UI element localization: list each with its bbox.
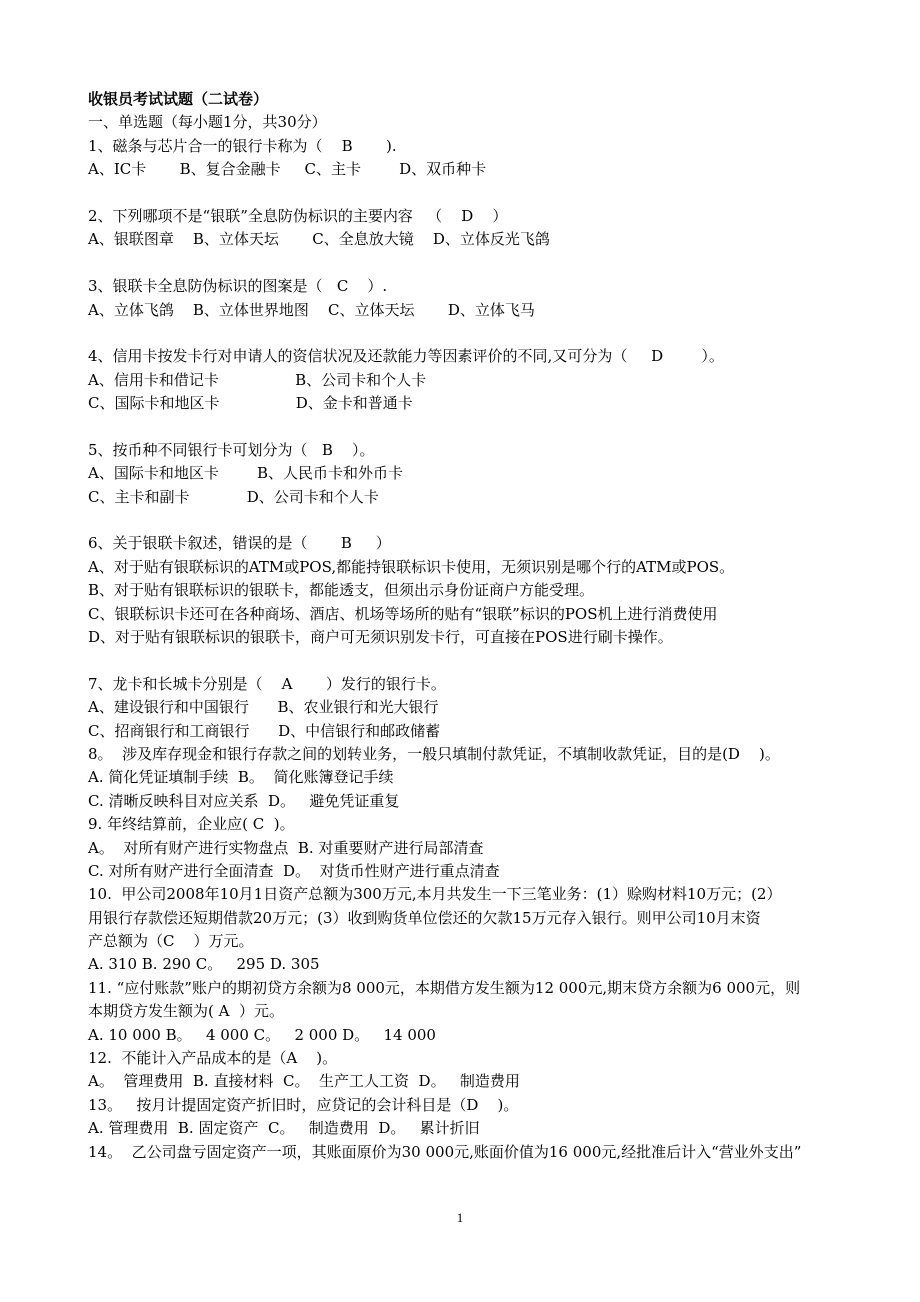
blank-line (88, 182, 848, 205)
blank-line (88, 649, 848, 672)
text-line: 产总额为（C ）万元。 (88, 932, 254, 951)
text-line: 7、龙卡和长城卡分别是（ A ）发行的银行卡。 (88, 674, 446, 693)
text-line: 4、信用卡按发卡行对申请人的资信状况及还款能力等因素评价的不同,又可分为（ D ）。 (88, 347, 724, 366)
text-line: B、对于贴有银联标识的银联卡，都能透支，但须出示身份证商户方能受理。 (88, 581, 595, 600)
text-line: D、对于贴有银联标识的银联卡，商户可无须识别发卡行，可直接在POS进行刷卡操作。 (88, 627, 673, 646)
text-line: A. 310 B. 290 C。 295 D. 305 (88, 955, 320, 974)
text-line: 10. 甲公司2008年10月1日资产总额为300万元,本月共发生一下三笔业务：(1）赊购材料10万元；(2） (88, 885, 782, 904)
page-number: 1 (456, 1210, 464, 1225)
text-line: C. 清晰反映科目对应关系 D。 避免凭证重复 (88, 791, 400, 810)
text-line: A. 10 000 B。 4 000 C。 2 000 D。 14 000 (88, 1025, 436, 1044)
text-line: 11. “应付账款”账户的期初贷方余额为8 000元，本期借方发生额为12 000元,期末贷方余额为6 000元，则 (88, 978, 801, 997)
text-line: A、银联图章 B、立体天坛 C、全息放大镜 D、立体反光飞鸽 (88, 230, 550, 249)
text-line: A. 管理费用 B. 固定资产 C。 制造费用 D。 累计折旧 (88, 1119, 480, 1138)
blank-line (88, 322, 848, 345)
text-line: A、建设银行和中国银行 B、农业银行和光大银行 (88, 698, 439, 717)
text-line: 14。 乙公司盘亏固定资产一项，其账面原价为30 000元,账面价值为16 000元,经批准后计入“营业外支出” (88, 1142, 802, 1161)
text-line: 6、关于银联卡叙述，错误的是（ B ） (88, 534, 391, 553)
text-line: 1、磁条与芯片合一的银行卡称为（ B ). (88, 136, 397, 155)
text-line: 5、按币种不同银行卡可划分为（ B ）。 (88, 440, 375, 459)
section-heading: 一、单选题（每小题1分，共30分） (88, 113, 327, 132)
text-line: 12. 不能计入产品成本的是（A )。 (88, 1049, 338, 1068)
blank-line (88, 252, 848, 275)
blank-line (88, 509, 848, 532)
text-line: 3、银联卡全息防伪标识的图案是（ C ）. (88, 277, 388, 296)
text-line: 9. 年终结算前，企业应( C )。 (88, 815, 295, 834)
text-line: A、IC卡 B、复合金融卡 C、主卡 D、双币种卡 (88, 160, 487, 179)
text-line: C、国际卡和地区卡 D、金卡和普通卡 (88, 394, 413, 413)
text-line: C、主卡和副卡 D、公司卡和个人卡 (88, 487, 379, 506)
text-line: C、银联标识卡还可在各种商场、酒店、机场等场所的贴有“银联”标识的POS机上进行消费使用 (88, 604, 718, 623)
document-page (88, 88, 848, 1164)
text-line: A。 管理费用 B. 直接材料 C。 生产工人工资 D。 制造费用 (88, 1072, 520, 1091)
text-line: 本期贷方发生额为( A ）元。 (88, 1002, 284, 1021)
text-line: 用银行存款偿还短期借款20万元；(3）收到购货单位偿还的欠款15万元存入银行。则甲公司10月末资 (88, 908, 761, 927)
text-line: A、立体飞鸽 B、立体世界地图 C、立体天坛 D、立体飞马 (88, 300, 535, 319)
text-line: A、对于贴有银联标识的ATM或POS,都能持银联标识卡使用，无须识别是哪个行的ATM或POS。 (88, 557, 735, 576)
text-line: 8。 涉及库存现金和银行存款之间的划转业务，一般只填制付款凭证，不填制收款凭证，目的是(D )。 (88, 744, 780, 763)
text-line: C. 对所有财产进行全面清查 D。 对货币性财产进行重点清查 (88, 861, 500, 880)
page-title: 收银员考试试题（二试卷） (88, 90, 269, 108)
text-line: A、国际卡和地区卡 B、人民币卡和外币卡 (88, 464, 404, 483)
blank-line (88, 415, 848, 438)
text-line: A。 对所有财产进行实物盘点 B. 对重要财产进行局部清查 (88, 838, 484, 857)
text-line: A. 简化凭证填制手续 B。 简化账簿登记手续 (88, 768, 394, 787)
text-line: A、信用卡和借记卡 B、公司卡和个人卡 (88, 370, 427, 389)
question-list (88, 135, 848, 1164)
text-line: 13。 按月计提固定资产折旧时，应贷记的会计科目是（D )。 (88, 1095, 519, 1114)
text-line: C、招商银行和工商银行 D、中信银行和邮政储蓄 (88, 721, 441, 740)
text-line: 2、下列哪项不是“银联”全息防伪标识的主要内容 （ D ） (88, 206, 508, 225)
